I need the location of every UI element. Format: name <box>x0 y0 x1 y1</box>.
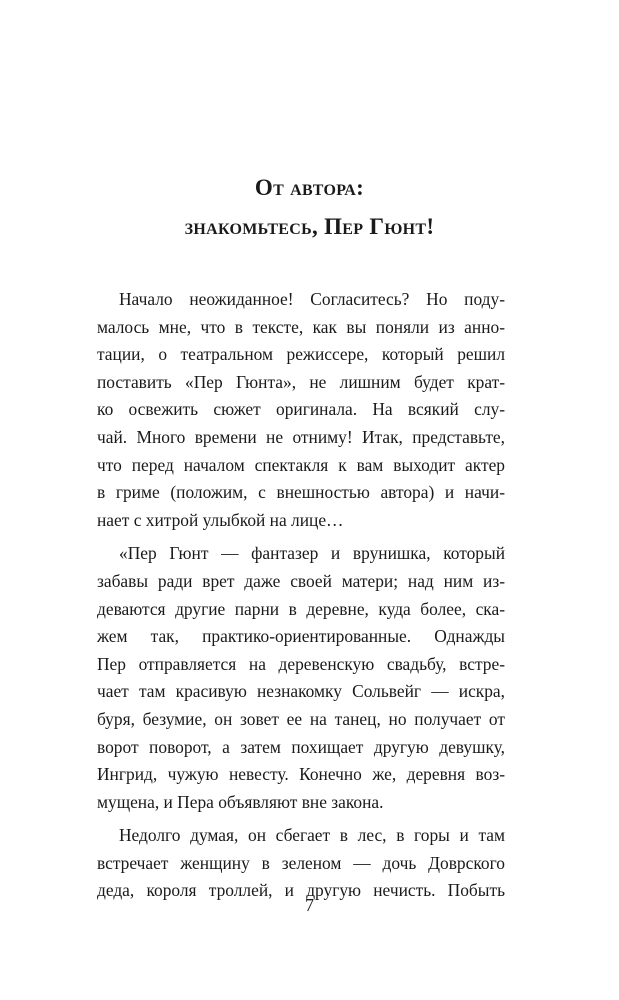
text-line: чай. Много времени не отниму! Итак, представьте, <box>97 426 505 447</box>
text-line: забавы ради врет даже своей матери; над ним из- <box>97 570 505 591</box>
text-line: малось мне, что в тексте, как вы поняли из анно- <box>97 316 505 337</box>
text-line: ворот поворот, а затем похищает другую девушку, <box>97 736 505 757</box>
text-line: «Пер Гюнт — фантазер и врунишка, который <box>119 543 505 564</box>
text-line: жем так, практико-ориентированные. Однажды <box>97 626 505 647</box>
text-line: Пер отправляется на деревенскую свадьбу, встре- <box>97 653 505 674</box>
text-line: Ингрид, чужую невесту. Конечно же, деревня воз- <box>97 764 505 785</box>
text-line: что перед началом спектакля к вам выходит актер <box>97 454 505 475</box>
text-line: ко освежить сюжет оригинала. На всякий слу- <box>97 399 505 420</box>
paragraph <box>97 286 505 534</box>
text-line: поставить «Пер Гюнта», не лишним будет крат- <box>97 371 505 392</box>
chapter-heading <box>0 168 619 246</box>
text-line: Недолго думая, он сбегает в лес, в горы и там <box>119 825 505 846</box>
text-line: мущена, и Пера объявляют вне закона. <box>97 791 384 812</box>
body-text <box>97 286 505 905</box>
text-line: деваются другие парни в деревне, куда более, ска- <box>97 598 505 619</box>
text-line: нает с хитрой улыбкой на лице… <box>97 509 344 530</box>
text-line: буря, безумие, он зовет ее на танец, но получает от <box>97 708 505 729</box>
text-line: встречает женщину в зеленом — дочь Доврского <box>97 852 505 873</box>
page-number: 7 <box>305 895 314 915</box>
text-line: в гриме (положим, с внешностью автора) и начи- <box>97 482 505 503</box>
text-line: чает там красивую незнакомку Сольвейг — искра, <box>97 681 505 702</box>
text-line: деда, короля троллей, и другую нечисть. Побыть <box>97 880 505 901</box>
text-line: Начало неожиданное! Согласитесь? Но поду- <box>119 289 505 309</box>
heading-line-2: знакомьтесь, Пер Гюнт! <box>184 214 435 239</box>
text-line: тации, о театральном режиссере, который решил <box>97 344 505 365</box>
heading-line-1: От автора: <box>254 175 365 200</box>
paragraph <box>97 540 505 816</box>
